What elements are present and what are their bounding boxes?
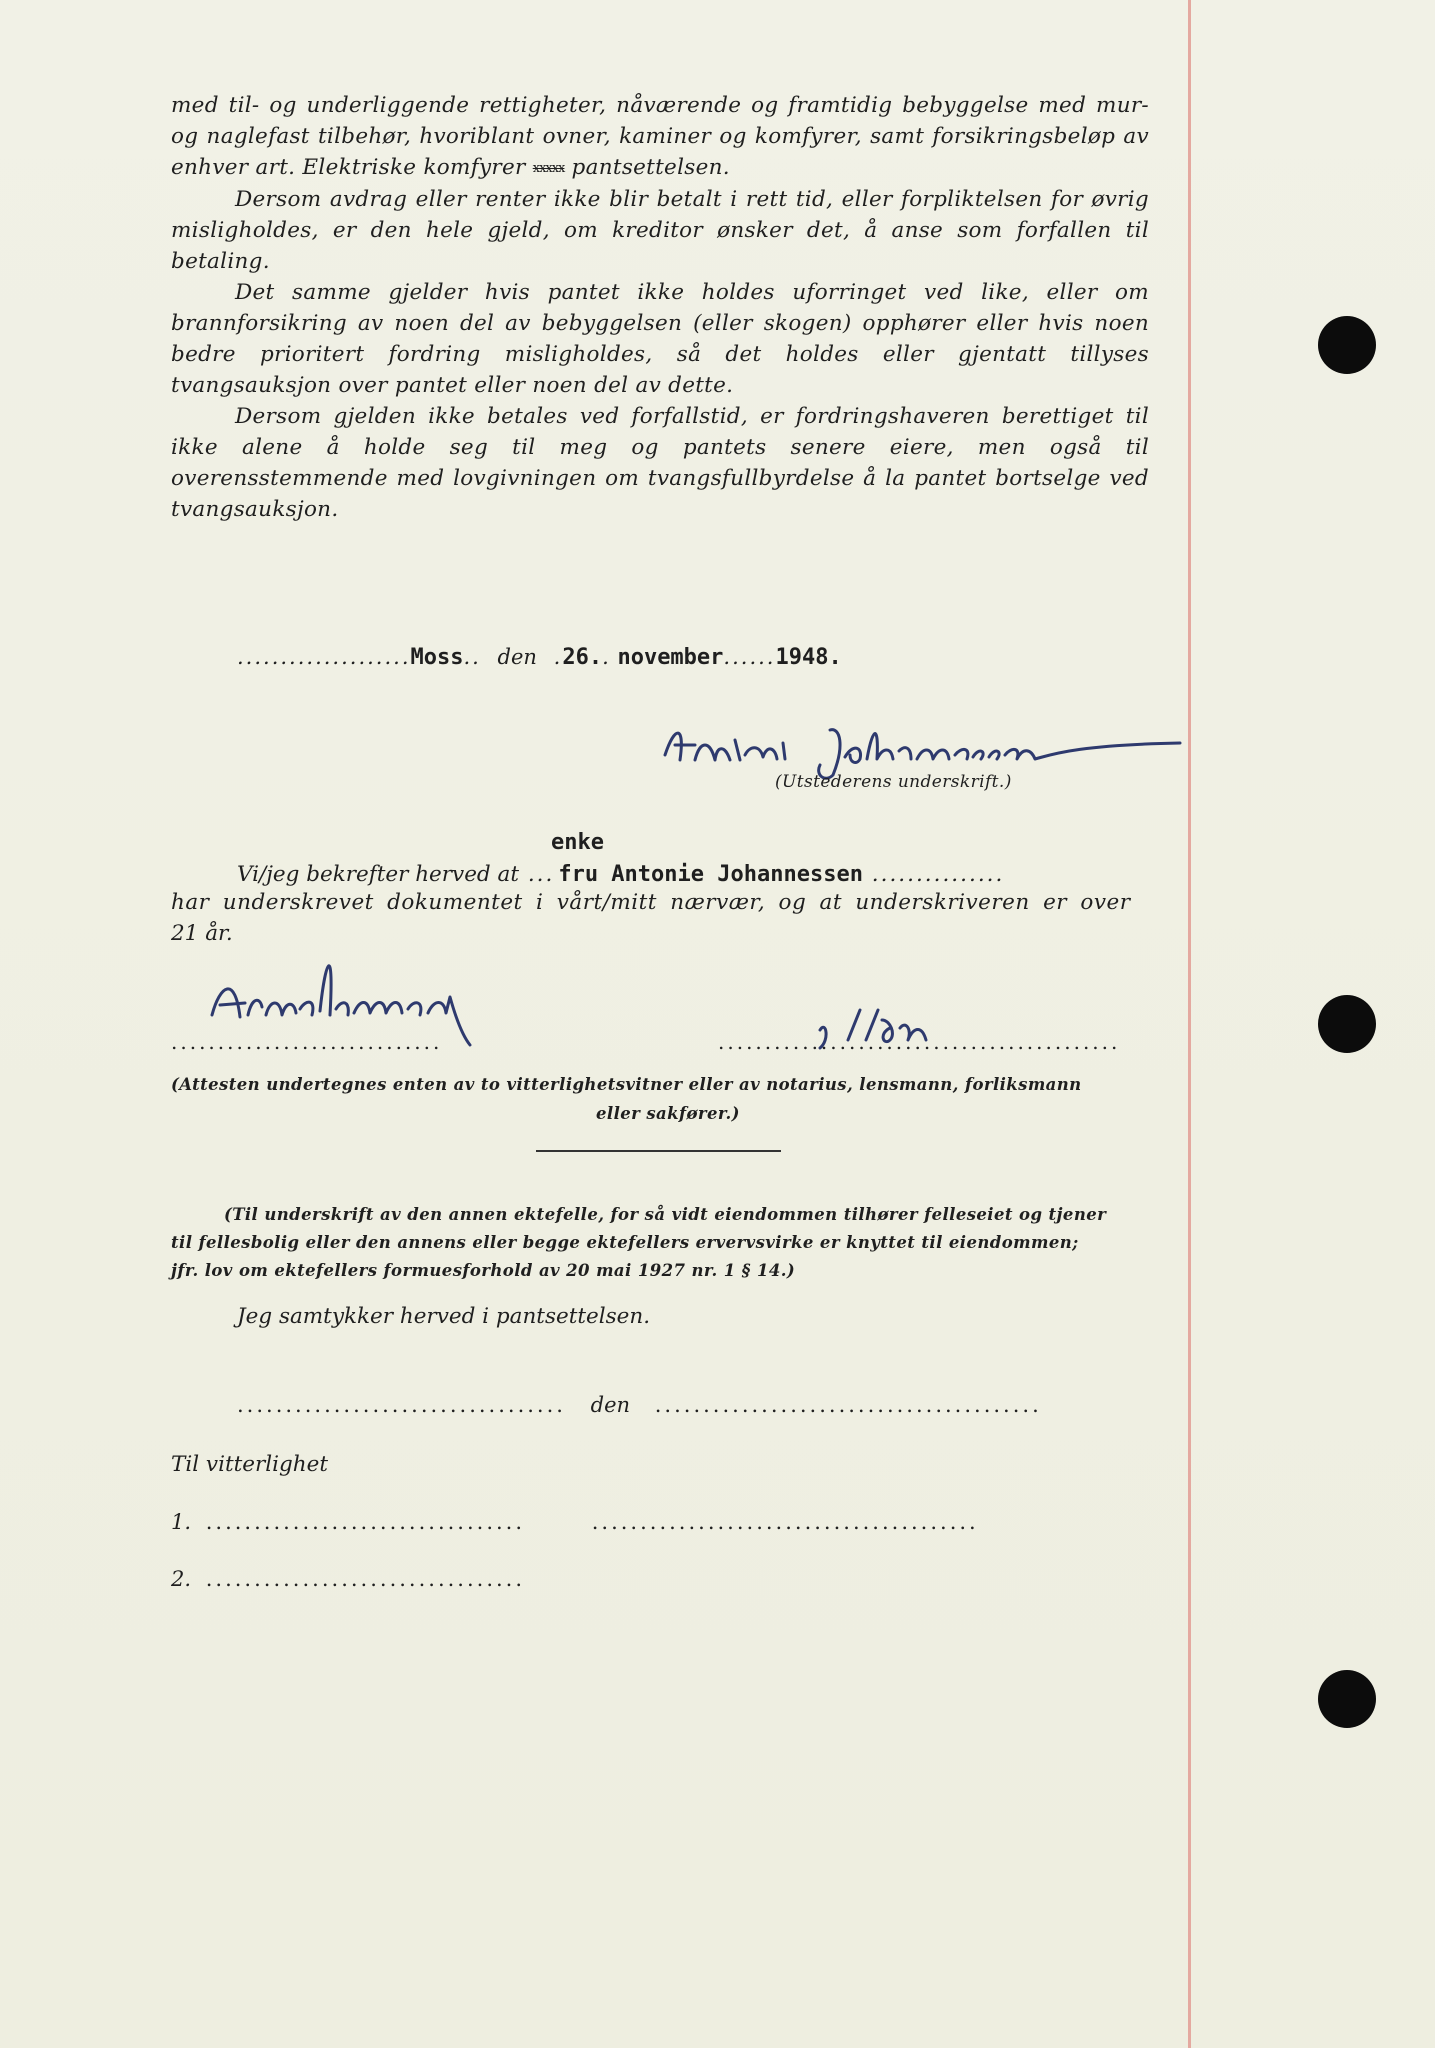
paragraph-2: Dersom avdrag eller renter ikke blir betalt i rett tid, eller forpliktelsen for øvrig misligholdes, er den hele gjeld, om kreditor ønsker det, å anse som forfallen til betaling. bbox=[171, 187, 1149, 274]
mortgage-terms bbox=[171, 90, 1149, 525]
dots: ... bbox=[518, 862, 555, 887]
attest-note-line-1: (Attesten undertegnes enten av to vitterlighetsvitner eller av notarius, lensmann, forliksmann bbox=[171, 1075, 1082, 1094]
month: november bbox=[617, 645, 724, 670]
dots: ...... bbox=[723, 645, 776, 669]
den-label-2: den bbox=[590, 1393, 631, 1417]
dots: ............... bbox=[862, 862, 1005, 887]
confirm-line-2: har underskrevet dokumentet i vårt/mitt nærvær, og at underskriveren er over bbox=[171, 890, 1131, 915]
crossed-out-text: xxxxx bbox=[532, 161, 565, 176]
confirm-line-3: 21 år. bbox=[171, 921, 233, 946]
paragraph-1 bbox=[171, 90, 1149, 184]
witness-heading: Til vitterlighet bbox=[171, 1452, 328, 1477]
year: 1948. bbox=[775, 645, 842, 670]
dots: . bbox=[602, 645, 611, 669]
paragraph-3: Det samme gjelder hvis pantet ikke holdes uforringet ved like, eller om brannforsikring av noen del av bebyggelsen (eller skogen) opphører eller hvis noen bedre prioritert fordring misligholdes, så det holdes eller gjentatt tillyses tvangsauksjon over pantet eller noen del av dette. bbox=[171, 280, 1149, 398]
day: 26. bbox=[562, 645, 603, 670]
confirm-line-1 bbox=[237, 862, 1004, 887]
punch-hole bbox=[1318, 995, 1376, 1053]
dots: ........................................ bbox=[591, 1510, 979, 1534]
divider bbox=[536, 1150, 781, 1152]
signer-name: fru Antonie Johannessen bbox=[558, 862, 863, 887]
confirm-lead: Vi/jeg bekrefter herved at bbox=[237, 862, 519, 887]
punch-hole bbox=[1318, 1670, 1376, 1728]
witness-line-2: ........................................... bbox=[718, 1030, 1121, 1054]
dots: .................... bbox=[237, 645, 411, 669]
punch-hole bbox=[1318, 316, 1376, 374]
den-label: den bbox=[497, 645, 537, 669]
dots: ........................................ bbox=[654, 1393, 1042, 1417]
dots: .................................. bbox=[237, 1393, 566, 1417]
paragraph-1-text: med til- og underliggende rettigheter, nåværende og framtidig bebyggelse med mur- og naglefast tilbehør, hvoriblant ovner, kaminer og komfyrer, samt forsikringsbeløp av enhver art. Elektriske komfyrer bbox=[171, 93, 1149, 180]
spouse-note-line-2: til fellesbolig eller den annens eller begge ektefellers ervervsvirke er knyttet til eiendommen; bbox=[171, 1233, 1079, 1252]
date-line bbox=[237, 645, 842, 670]
witness-number-2: 2. bbox=[171, 1567, 192, 1591]
place: Moss bbox=[410, 645, 464, 670]
second-date-line bbox=[237, 1393, 1042, 1417]
margin-line bbox=[1188, 0, 1191, 2048]
paragraph-4: Dersom gjelden ikke betales ved forfallstid, er fordringshaveren berettiget til ikke alene å holde seg til meg og pantets senere eiere, men også til overensstemmende med lovgivningen om tvangsfullbyrdelse å la pantet bortselge ved tvangsauksjon. bbox=[171, 404, 1149, 522]
inserted-word: enke bbox=[551, 830, 604, 855]
witness-number-1: 1. bbox=[171, 1510, 192, 1534]
dots: ................................. bbox=[205, 1567, 526, 1591]
spouse-note-line-1: (Til underskrift av den annen ektefelle, for så vidt eiendommen tilhører felleseiet og tjener bbox=[224, 1205, 1107, 1224]
spouse-note-line-3: jfr. lov om ektefellers formuesforhold av 20 mai 1927 nr. 1 § 14.) bbox=[171, 1261, 796, 1280]
dots: . bbox=[553, 645, 563, 669]
paragraph-1-end: pantsettelsen. bbox=[571, 155, 730, 180]
attest-note-line-2: eller sakfører.) bbox=[596, 1104, 740, 1123]
witness-row-1 bbox=[171, 1510, 979, 1534]
dots: ................................. bbox=[205, 1510, 526, 1534]
witness-line-1: ............................. bbox=[171, 1030, 443, 1054]
issuer-signature-caption: (Utstederens underskrift.) bbox=[775, 772, 1012, 792]
dots: .. bbox=[463, 645, 481, 669]
consent-statement: Jeg samtykker herved i pantsettelsen. bbox=[237, 1304, 651, 1329]
witness-row-2 bbox=[171, 1567, 525, 1591]
